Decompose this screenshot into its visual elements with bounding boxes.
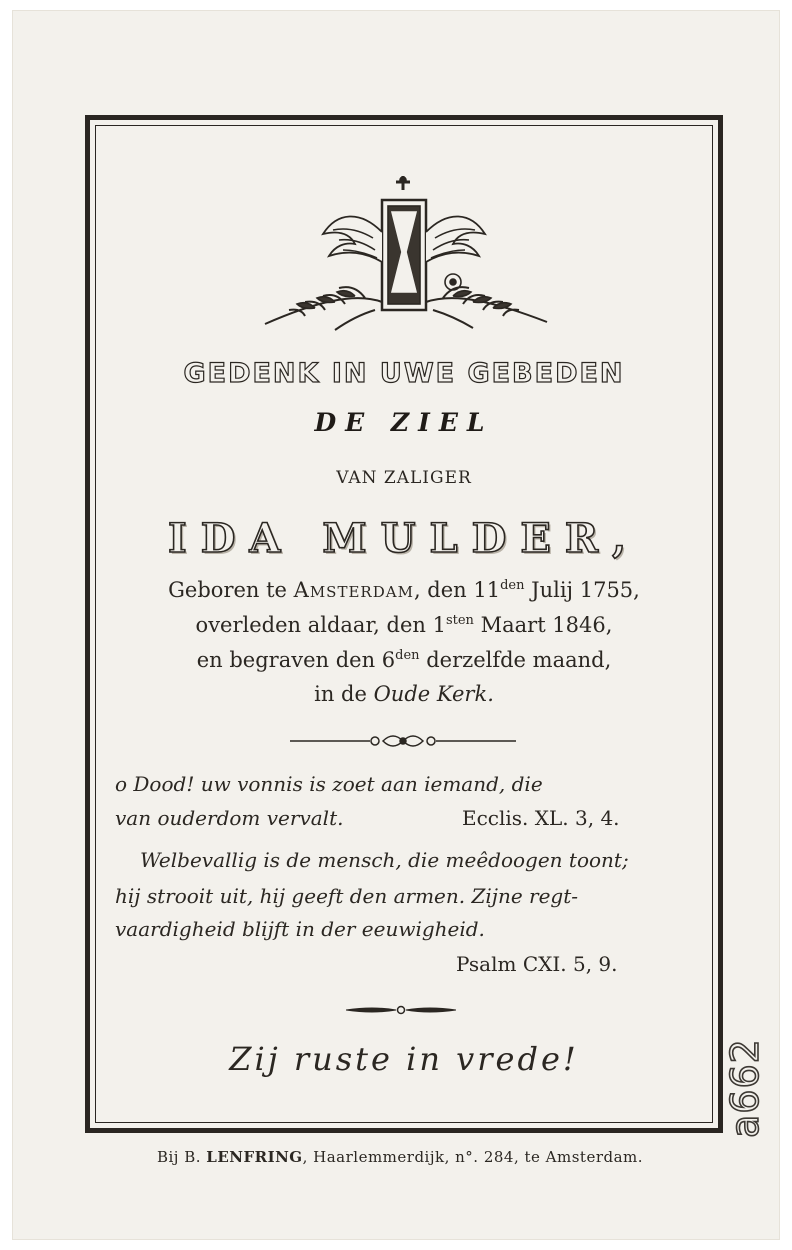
ornamental-divider-bottom	[346, 1002, 456, 1018]
birth-ordinal: den	[500, 578, 525, 593]
printer-address: , Haarlemmerdijk, n°. 284, te Amsterdam.	[302, 1148, 644, 1166]
deceased-name: IDA MULDER,	[168, 515, 640, 562]
winged-hourglass-emblem	[255, 172, 555, 332]
verse2-line1: Welbevallig is de mensch, die meêdoogen toont;	[140, 848, 629, 872]
death-text-b: Maart 1846,	[473, 613, 613, 637]
verse1-line2: van ouderdom vervalt.	[115, 806, 344, 830]
burial-text-b: derzelfde maand,	[419, 648, 612, 672]
catalog-number-text: a662	[723, 1038, 767, 1138]
burial-ordinal: den	[395, 648, 420, 663]
birth-text-a: Geboren te	[168, 578, 294, 602]
verse2-line3: vaardigheid blijft in der eeuwigheid.	[115, 917, 485, 941]
verse2-line2: hij strooit uit, hij geeft den armen. Zijne regt-	[115, 884, 579, 908]
church-name: Oude Kerk.	[373, 682, 494, 706]
verse2-reference: Psalm CXI. 5, 9.	[456, 952, 618, 976]
birth-text-b: , den 11	[413, 578, 501, 602]
church-text-a: in de	[314, 682, 374, 706]
burial-text-a: en begraven den 6	[196, 648, 396, 672]
rest-in-peace: Zij ruste in vrede!	[229, 1040, 579, 1078]
death-line	[95, 613, 713, 637]
verse1-line1: o Dood! uw vonnis is zoet aan iemand, die	[115, 772, 543, 796]
burial-line	[95, 648, 713, 672]
heading-remember-prayers: GEDENK IN UWE GEBEDEN	[183, 358, 625, 389]
birth-text-c: Julij 1755,	[524, 578, 640, 602]
heading-the-soul: DE ZIEL	[314, 408, 494, 437]
birth-city: Amsterdam	[293, 578, 414, 602]
printer-prefix: Bij B.	[156, 1148, 207, 1166]
handwritten-catalog-number	[712, 1020, 778, 1140]
ornamental-divider-top	[290, 730, 516, 752]
printer-imprint	[60, 1148, 740, 1166]
verse1-reference: Ecclis. XL. 3, 4.	[462, 806, 620, 830]
heading-of-the-late: VAN ZALIGER	[336, 468, 472, 488]
printer-name: LENFRING	[206, 1148, 303, 1166]
church-line	[95, 682, 713, 706]
death-text-a: overleden aldaar, den 1	[195, 613, 446, 637]
birth-line	[95, 578, 713, 602]
death-ordinal: sten	[445, 613, 474, 628]
